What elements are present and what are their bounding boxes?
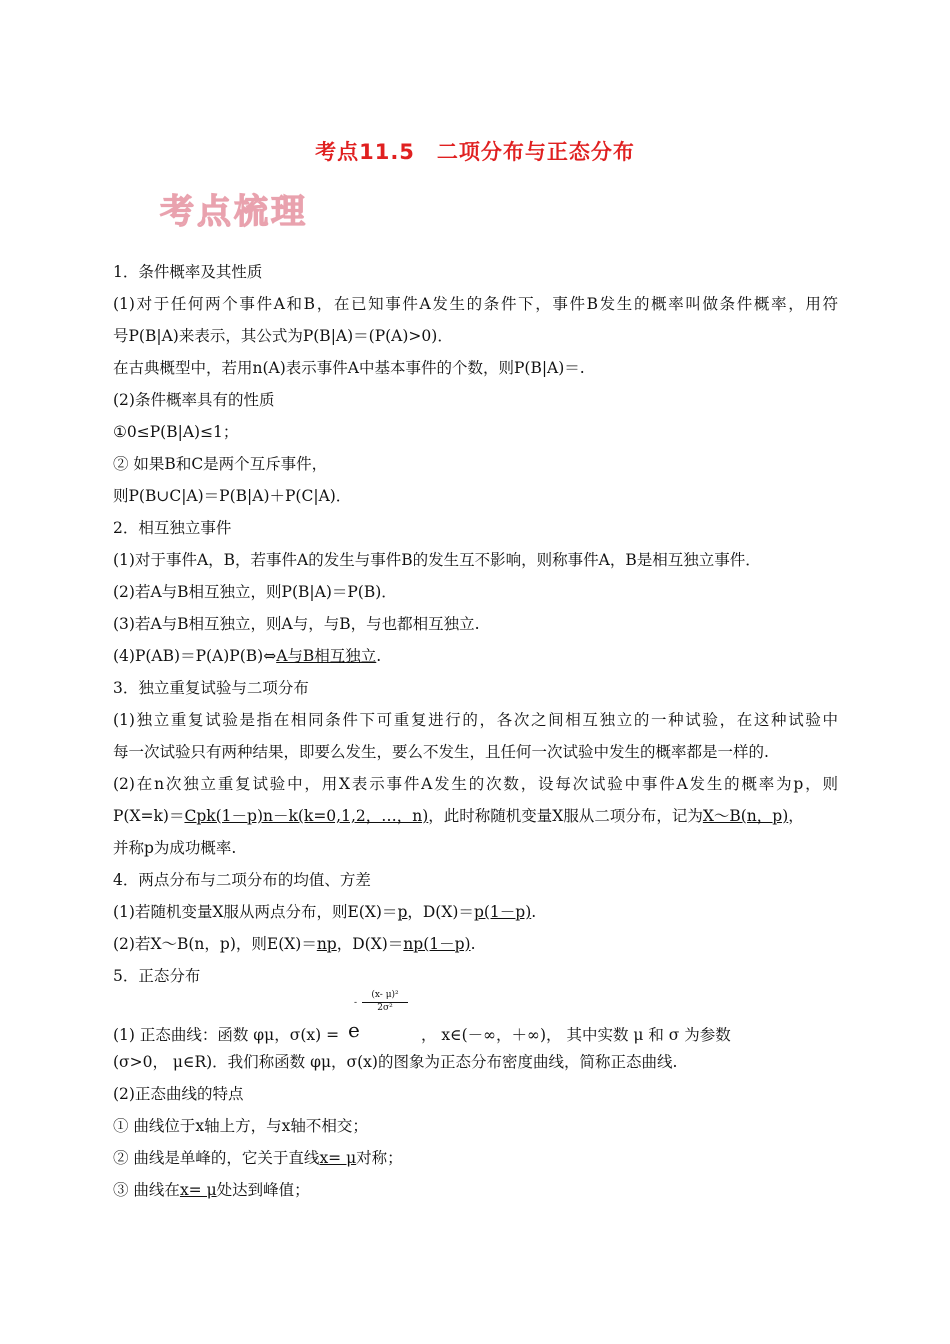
formula-minus: - <box>354 998 358 1008</box>
text-span: 处达到峰值； <box>216 1181 310 1199</box>
paragraph-line-formula <box>113 990 731 1045</box>
paragraph-line: (2)若A与B相互独立，则P(B|A)＝P(B)． <box>113 583 397 601</box>
paragraph-line: (1)对于任何两个事件A和B，在已知事件A发生的条件下，事件B发生的概率叫做条件概率，用符 <box>113 295 838 313</box>
paragraph-line <box>113 902 536 922</box>
paragraph-line: 号P(B|A)来表示，其公式为P(B|A)＝(P(A)>0)． <box>113 327 453 345</box>
text-span: ③ 曲线在 <box>113 1181 180 1199</box>
text-span: . <box>376 647 382 665</box>
paragraph-line: ① 曲线位于x轴上方，与x轴不相交； <box>113 1117 368 1135</box>
heading-binomial: 3．独立重复试验与二项分布 <box>113 679 309 697</box>
text-span: ② 曲线是单峰的，它关于直线 <box>113 1149 320 1167</box>
formula-numerator: (x- μ)² <box>362 990 408 1003</box>
text-span: (4)P(AB)＝P(A)P(B)⇔ <box>113 647 277 665</box>
paragraph-line: (σ>0， μ∈R)．我们称函数 φμ，σ(x)的图象为正态分布密度曲线，简称正态曲线. <box>113 1053 678 1071</box>
answer-underline: A与B相互独立 <box>276 647 377 665</box>
answer-underline: p(1－p) <box>473 903 532 921</box>
paragraph-line: 在古典概型中，若用n(A)表示事件A中基本事件的个数，则P(B|A)＝. <box>113 359 585 377</box>
text-span: ，D(X)＝ <box>407 903 474 921</box>
text-span: . <box>531 903 537 921</box>
text-span: ， x∈(－∞，＋∞)， 其中实数 μ 和 σ 为参数 <box>420 1026 731 1044</box>
formula-base: e <box>348 1018 360 1042</box>
paragraph-line: (1)对于事件A，B，若事件A的发生与事件B的发生互不影响，则称事件A，B是相互独立事件． <box>113 551 761 569</box>
heading-mean-variance: 4．两点分布与二项分布的均值、方差 <box>113 871 371 889</box>
text-span: ，此时称随机变量X服从二项分布，记为 <box>428 807 703 825</box>
paragraph-line: 每一次试验只有两种结果，即要么发生，要么不发生，且任何一次试验中发生的概率都是一样的. <box>113 743 769 761</box>
answer-underline: np(1－p) <box>403 935 471 953</box>
formula-denominator: 2σ² <box>377 1003 393 1013</box>
answer-underline: p <box>397 903 408 921</box>
heading-independent-events: 2．相互独立事件 <box>113 519 232 537</box>
text-span: ， <box>788 807 804 825</box>
text-span: (2)若X～B(n，p)，则E(X)＝ <box>113 935 317 953</box>
paragraph-line <box>113 1148 403 1168</box>
paragraph-line: 并称p为成功概率. <box>113 839 237 857</box>
paragraph-line <box>113 934 476 954</box>
answer-underline: Cpk(1－p)n－k(k=0,1,2，…，n) <box>184 807 429 825</box>
section-banner: 考点梳理 <box>160 192 308 232</box>
page-title: 考点11.5 二项分布与正态分布 <box>315 140 635 164</box>
formula-exponent <box>354 990 408 1014</box>
paragraph-line: 则P(B∪C|A)＝P(B|A)＋P(C|A)． <box>113 487 352 505</box>
text-span: 对称； <box>356 1149 403 1167</box>
text-span: . <box>470 935 476 953</box>
text-span: P(X=k)＝ <box>113 807 185 825</box>
text-span: (1)若随机变量X服从两点分布，则E(X)＝ <box>113 903 398 921</box>
paragraph-line: (2)条件概率具有的性质 <box>113 391 275 409</box>
answer-underline: np <box>316 935 337 953</box>
paragraph-line: (2)正态曲线的特点 <box>113 1085 244 1103</box>
answer-underline: x= μ <box>319 1149 357 1167</box>
heading-normal-distribution: 5．正态分布 <box>113 967 201 985</box>
answer-underline: X～B(n，p) <box>702 807 789 825</box>
heading-conditional-probability: 1．条件概率及其性质 <box>113 263 263 281</box>
paragraph-line <box>113 1180 310 1200</box>
paragraph-line <box>113 806 804 826</box>
text-span: ，D(X)＝ <box>336 935 404 953</box>
paragraph-line: ② 如果B和C是两个互斥事件， <box>113 455 328 473</box>
paragraph-line: (3)若A与B相互独立，则A与，与B，与也都相互独立. <box>113 615 480 633</box>
paragraph-line: ①0≤P(B|A)≤1； <box>113 423 239 441</box>
text-span: (1) 正态曲线：函数 φμ，σ(x) = <box>113 1026 340 1044</box>
answer-underline: x= μ <box>179 1181 217 1199</box>
paragraph-line: (2)在n次独立重复试验中，用X表示事件A发生的次数，设每次试验中事件A发生的概率为p，则 <box>113 775 838 793</box>
paragraph-line: (1)独立重复试验是指在相同条件下可重复进行的，各次之间相互独立的一种试验，在这种试验中 <box>113 711 838 729</box>
exponential-formula <box>344 990 416 1042</box>
paragraph-line <box>113 646 381 666</box>
